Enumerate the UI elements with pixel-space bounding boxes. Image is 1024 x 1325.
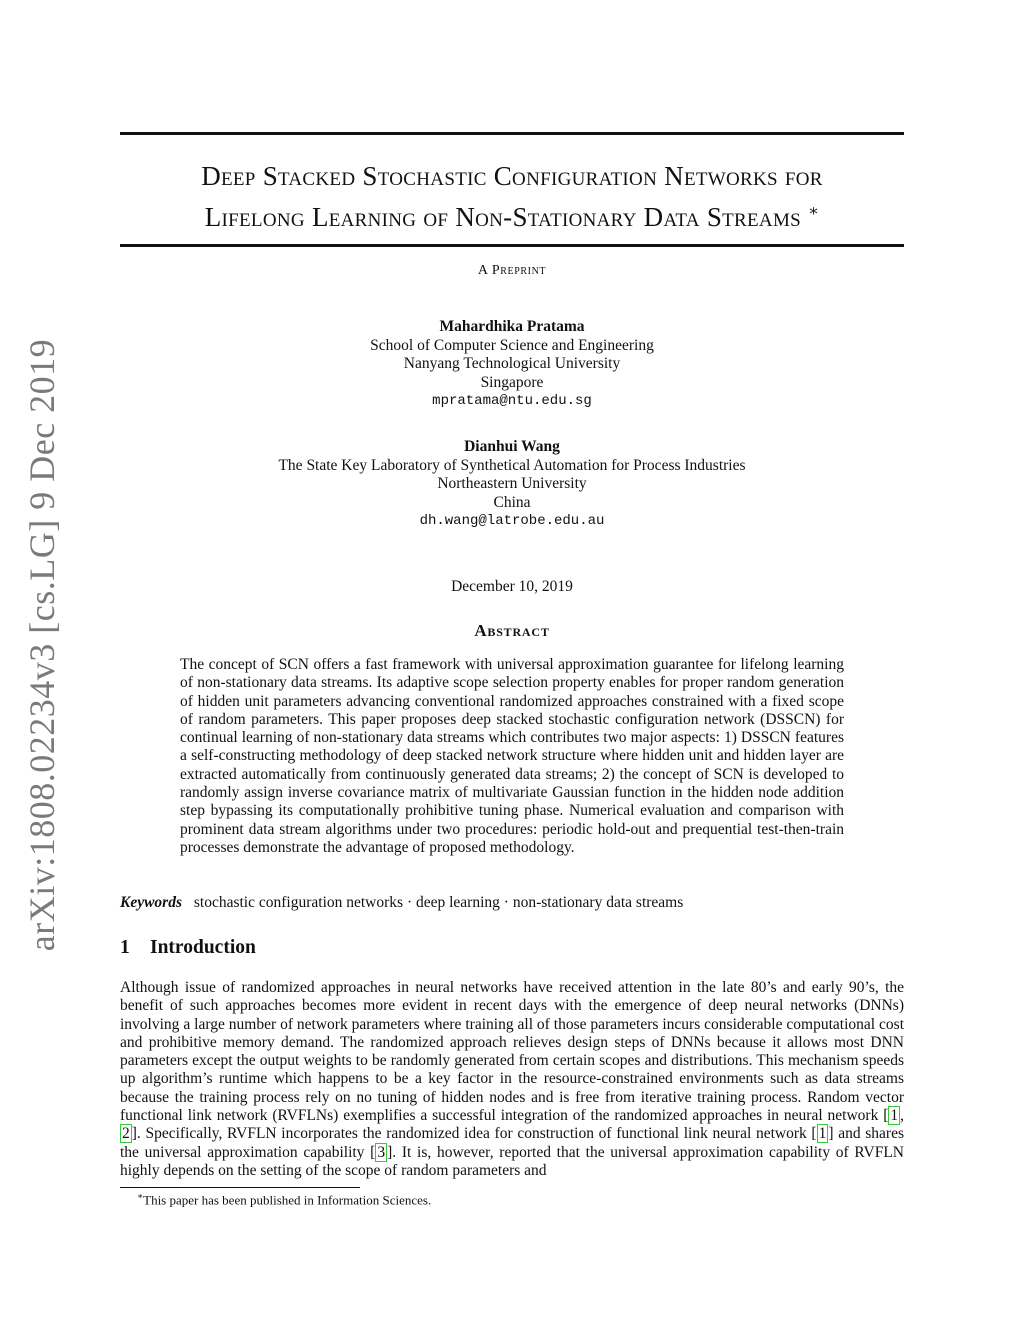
citation-link[interactable]: 2 — [122, 1125, 130, 1143]
author-affiliation: The State Key Laboratory of Synthetical Automation for Process Industries — [278, 456, 746, 474]
introduction-paragraph — [120, 979, 904, 1180]
title-bottom-rule — [120, 244, 904, 247]
citation-link[interactable]: 1 — [818, 1125, 827, 1143]
author-country: Singapore — [480, 373, 544, 391]
intro-text: Although issue of randomized approaches in neural networks have received attention in the late 80’s and early 90’s, the benefit of such approaches becomes more evident in recent days with the emergence of deep neural networks (DNNs) involving a large number of network parameters where training all of those parameters incurs considerable computational cost and prohibitive memory demand. The randomized approach relieves design steps of DNNs because it allows most DNN parameters except the output weights to be randomly generated from certain scopes and distributions. This mechanism speeds up algorithm’s runtime which happens to be a key factor in the resource-constrained environments such as data streams because the training process rely on no tuning of hidden nodes and is free from iterative training process. Random vector functional link network (RVFLNs) exemplifies a successful integration of the randomized approaches in neural network [ — [120, 979, 904, 1125]
keywords-label: Keywords — [120, 894, 182, 911]
section-heading-introduction — [120, 937, 256, 959]
intro-text: ] and shares the universal approximation capability [ — [120, 1125, 904, 1161]
footnote — [137, 1191, 431, 1208]
citation-link[interactable]: 1 — [890, 1107, 899, 1125]
abstract-text: The concept of SCN offers a fast framework with universal approximation guarantee for lifelong learning of non-stationary data streams. Its adaptive scope selection property enables for proper random generation of hidden unit parameters advancing conventional randomized approaches constrained with a fixed scope of random parameters. This paper proposes deep stacked stochastic configuration network (DSSCN) for continual learning of non-stationary data streams which contributes two major aspects: 1) DSSCN features a self-constructing methodology of deep stacked network structure where hidden unit and hidden layer are extracted automatically from continuously generated data streams; 2) the concept of SCN is developed to randomly assign inverse covariance matrix of multivariate Gaussian function in the hidden node addition step bypassing its computationally prohibitive tuning phase. Numerical evaluation and comparison with prominent data stream algorithms under two procedures: periodic hold-out and prequential test-then-train processes demonstrate the advantage of proposed methodology. — [180, 656, 844, 856]
title-line-2-text: Lifelong Learning of Non-Stationary Data Streams — [204, 202, 802, 232]
intro-text: ]. It is, however, reported that the universal approximation capability of RVFLN highly depends on the setting of the scope of random parameters and — [120, 1143, 904, 1179]
footnote-rule — [120, 1187, 360, 1188]
preprint-label: A Preprint — [477, 263, 547, 278]
footnote-marker: ∗ — [137, 1191, 144, 1201]
citation-link[interactable]: 3 — [377, 1143, 386, 1161]
author-block-2 — [120, 438, 904, 531]
abstract-heading: Abstract — [474, 621, 550, 640]
publication-date: December 10, 2019 — [451, 578, 573, 595]
author-affiliation: Nanyang Technological University — [403, 355, 621, 372]
author-block-1 — [120, 318, 904, 411]
author-name: Dianhui Wang — [464, 438, 560, 455]
intro-text: ]. Specifically, RVFLN incorporates the randomized idea for construction of functional link neural network [ — [131, 1125, 817, 1143]
author-email[interactable]: mpratama@ntu.edu.sg — [432, 393, 592, 409]
arxiv-identifier-stamp[interactable]: arXiv:1808.02234v3 [cs.LG] 9 Dec 2019 — [22, 338, 62, 952]
author-name: Mahardhika Pratama — [439, 318, 585, 335]
intro-text: , — [900, 1107, 904, 1125]
keywords-text: stochastic configuration networks · deep learning · non-stationary data streams — [193, 894, 684, 911]
section-number: 1 — [120, 937, 130, 958]
section-title: Introduction — [150, 937, 256, 958]
keywords-line — [120, 894, 904, 912]
author-affiliation: Northeastern University — [437, 475, 587, 492]
author-country: China — [493, 493, 531, 511]
author-email[interactable]: dh.wang@latrobe.edu.au — [419, 513, 605, 529]
title-top-rule — [120, 132, 904, 135]
footnote-text: This paper has been published in Information Sciences. — [143, 1192, 432, 1208]
title-line-2 — [120, 194, 904, 235]
title-line-1: Deep Stacked Stochastic Configuration Networks for — [201, 161, 823, 191]
author-affiliation: School of Computer Science and Engineering — [370, 336, 654, 354]
title-footnote-marker[interactable]: ∗ — [808, 203, 820, 220]
paper-title — [120, 158, 904, 235]
